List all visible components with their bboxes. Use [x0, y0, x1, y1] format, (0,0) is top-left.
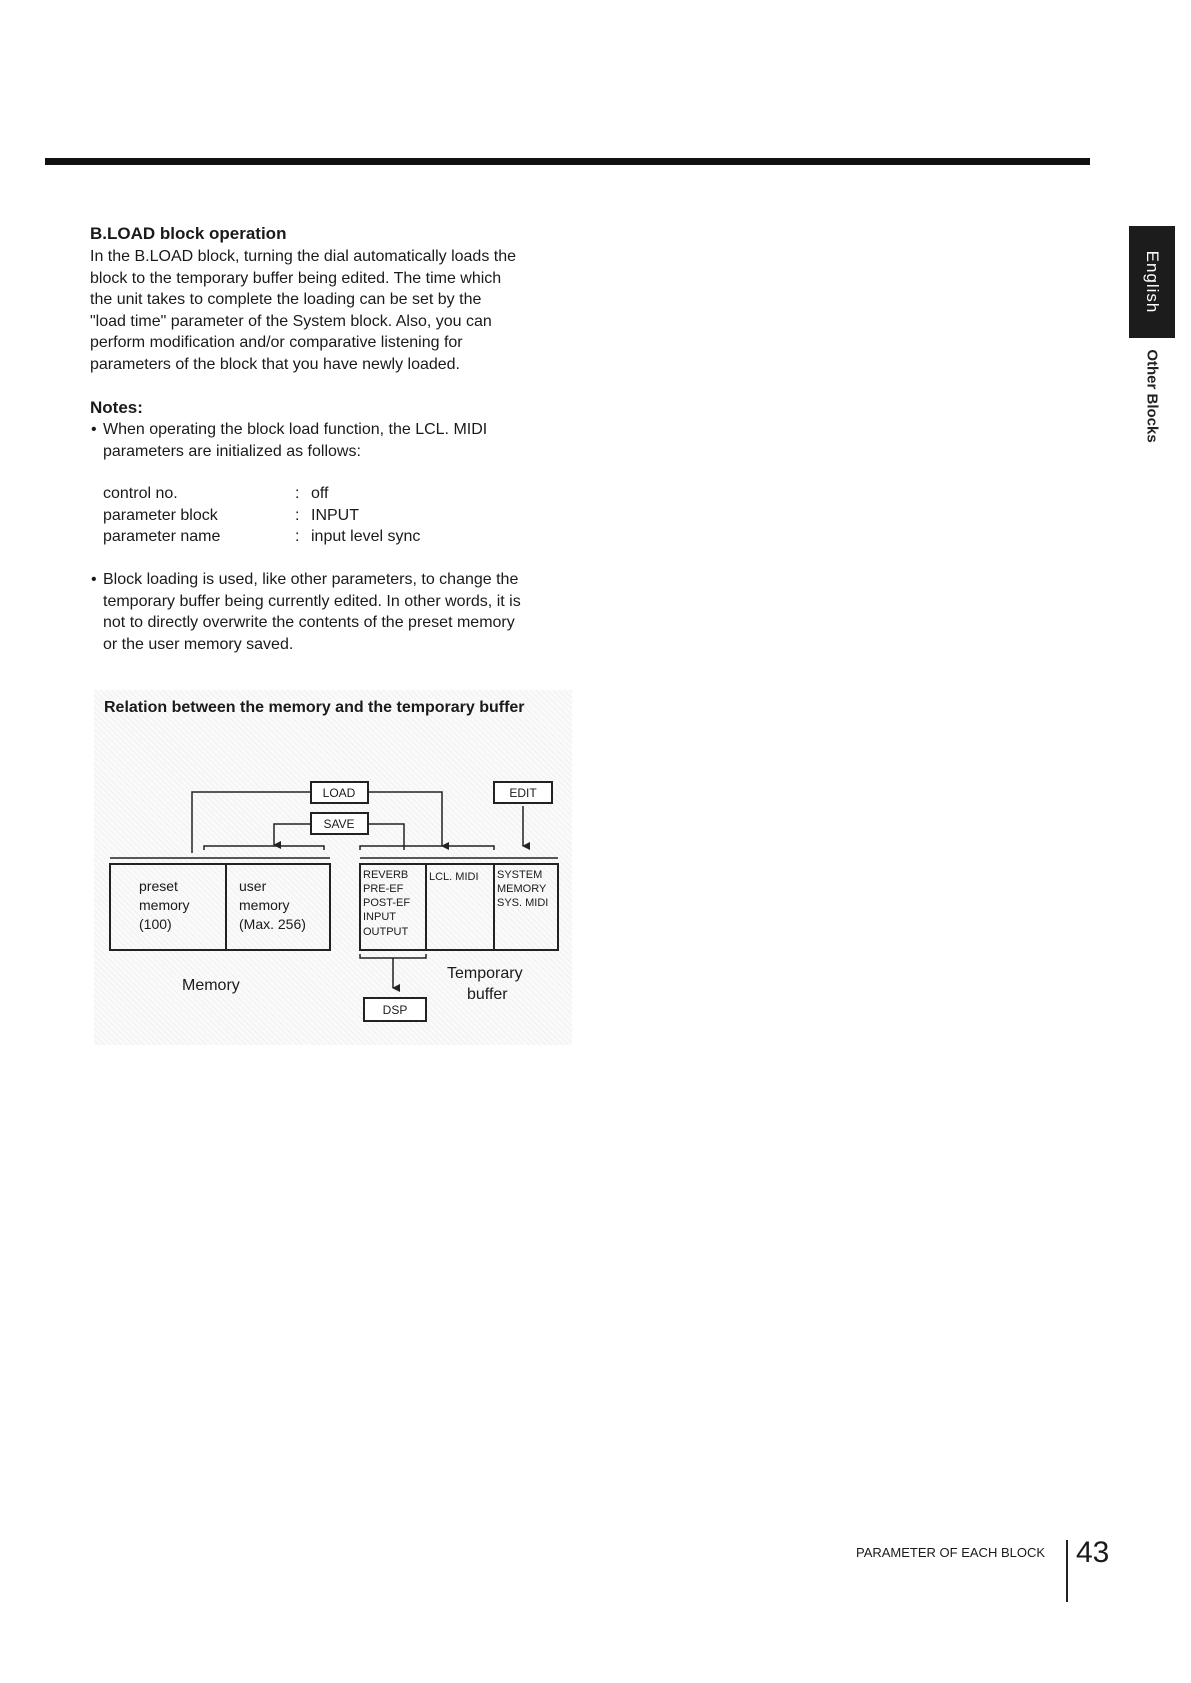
note-bullet-text	[103, 569, 571, 655]
diagram-title: Relation between the memory and the temporary buffer	[104, 699, 525, 716]
user-line: user	[239, 878, 267, 894]
notes-title: Notes:	[90, 398, 143, 417]
param-name: parameter name	[103, 528, 221, 546]
top-rule	[45, 158, 1090, 165]
edit-label: EDIT	[509, 786, 537, 800]
body-line: perform modification and/or comparative listening for	[90, 334, 463, 352]
note-line: When operating the block load function, the LCL. MIDI	[103, 421, 488, 438]
note-line: or the user memory saved.	[103, 635, 294, 653]
english-tab	[1129, 226, 1175, 338]
load-connector	[192, 792, 311, 853]
preset-line: (100)	[139, 916, 172, 932]
param-value: INPUT	[311, 506, 359, 524]
memory-caption: Memory	[182, 977, 240, 994]
memory-buffer-diagram	[94, 770, 572, 1045]
user-line: (Max. 256)	[239, 916, 306, 932]
save-label: SAVE	[323, 817, 355, 831]
buffer-caption-line: buffer	[467, 986, 508, 1003]
save-connector-left	[274, 824, 311, 845]
user-line: memory	[239, 897, 290, 913]
dsp-bracket	[360, 954, 426, 958]
preset-line: preset	[139, 878, 178, 894]
param-name: control no.	[103, 485, 178, 502]
param-row	[103, 505, 420, 527]
body-paragraph	[90, 246, 570, 376]
buffer-bracket	[360, 846, 494, 850]
note-bullet-2	[91, 569, 571, 655]
note-line: not to directly overwrite the contents of the preset memory	[103, 614, 515, 632]
effect-line: INPUT	[363, 911, 396, 923]
param-sep: :	[295, 506, 300, 524]
body-line: parameters of the block that you have newly loaded.	[90, 355, 460, 373]
system-line: MEMORY	[497, 883, 547, 895]
bullet-dot: •	[91, 421, 97, 438]
body-line: "load time" parameter of the System block. Also, you can	[90, 312, 492, 330]
note-line: Block loading is used, like other parameters, to change the	[103, 571, 519, 588]
footer-rule	[1066, 1540, 1068, 1602]
note-line: temporary buffer being currently edited. In other words, it is	[103, 592, 521, 610]
preset-line: memory	[139, 897, 190, 913]
body-line: In the B.LOAD block, turning the dial automatically loads the	[90, 248, 517, 265]
effect-line: POST-EF	[363, 897, 411, 909]
other-blocks-tab-label: Other Blocks	[1143, 349, 1161, 443]
memory-bracket	[204, 846, 324, 850]
dsp-label: DSP	[382, 1003, 408, 1017]
param-sep: :	[295, 485, 300, 502]
param-value: input level sync	[311, 528, 421, 546]
param-name: parameter block	[103, 506, 218, 524]
param-row	[103, 526, 420, 548]
load-label: LOAD	[322, 786, 356, 800]
section-title: B.LOAD block operation	[90, 224, 287, 243]
system-line: SYSTEM	[497, 869, 543, 881]
load-connector-right	[368, 792, 442, 846]
footer-label: PARAMETER OF EACH BLOCK	[856, 1545, 1046, 1560]
note-line: parameters are initialized as follows:	[103, 442, 361, 460]
param-value: off	[311, 485, 329, 502]
other-blocks-tab	[1139, 350, 1165, 442]
bullet-dot: •	[91, 571, 97, 588]
buffer-caption-line: Temporary	[447, 965, 523, 982]
effect-line: PRE-EF	[363, 883, 404, 895]
system-line: SYS. MIDI	[497, 897, 549, 909]
english-tab-label: English	[1143, 250, 1162, 314]
param-table	[103, 483, 420, 548]
body-line: the unit takes to complete the loading can be set by the	[90, 291, 482, 309]
param-sep: :	[295, 528, 300, 546]
effect-line: OUTPUT	[363, 926, 409, 938]
lcl-midi-label: LCL. MIDI	[429, 871, 479, 883]
note-bullet-1	[91, 419, 571, 462]
param-row	[103, 483, 420, 505]
page-number: 43	[1076, 1536, 1110, 1569]
body-line: block to the temporary buffer being edited. The time which	[90, 269, 502, 287]
effect-line: REVERB	[363, 869, 409, 881]
note-bullet-text	[103, 419, 571, 462]
